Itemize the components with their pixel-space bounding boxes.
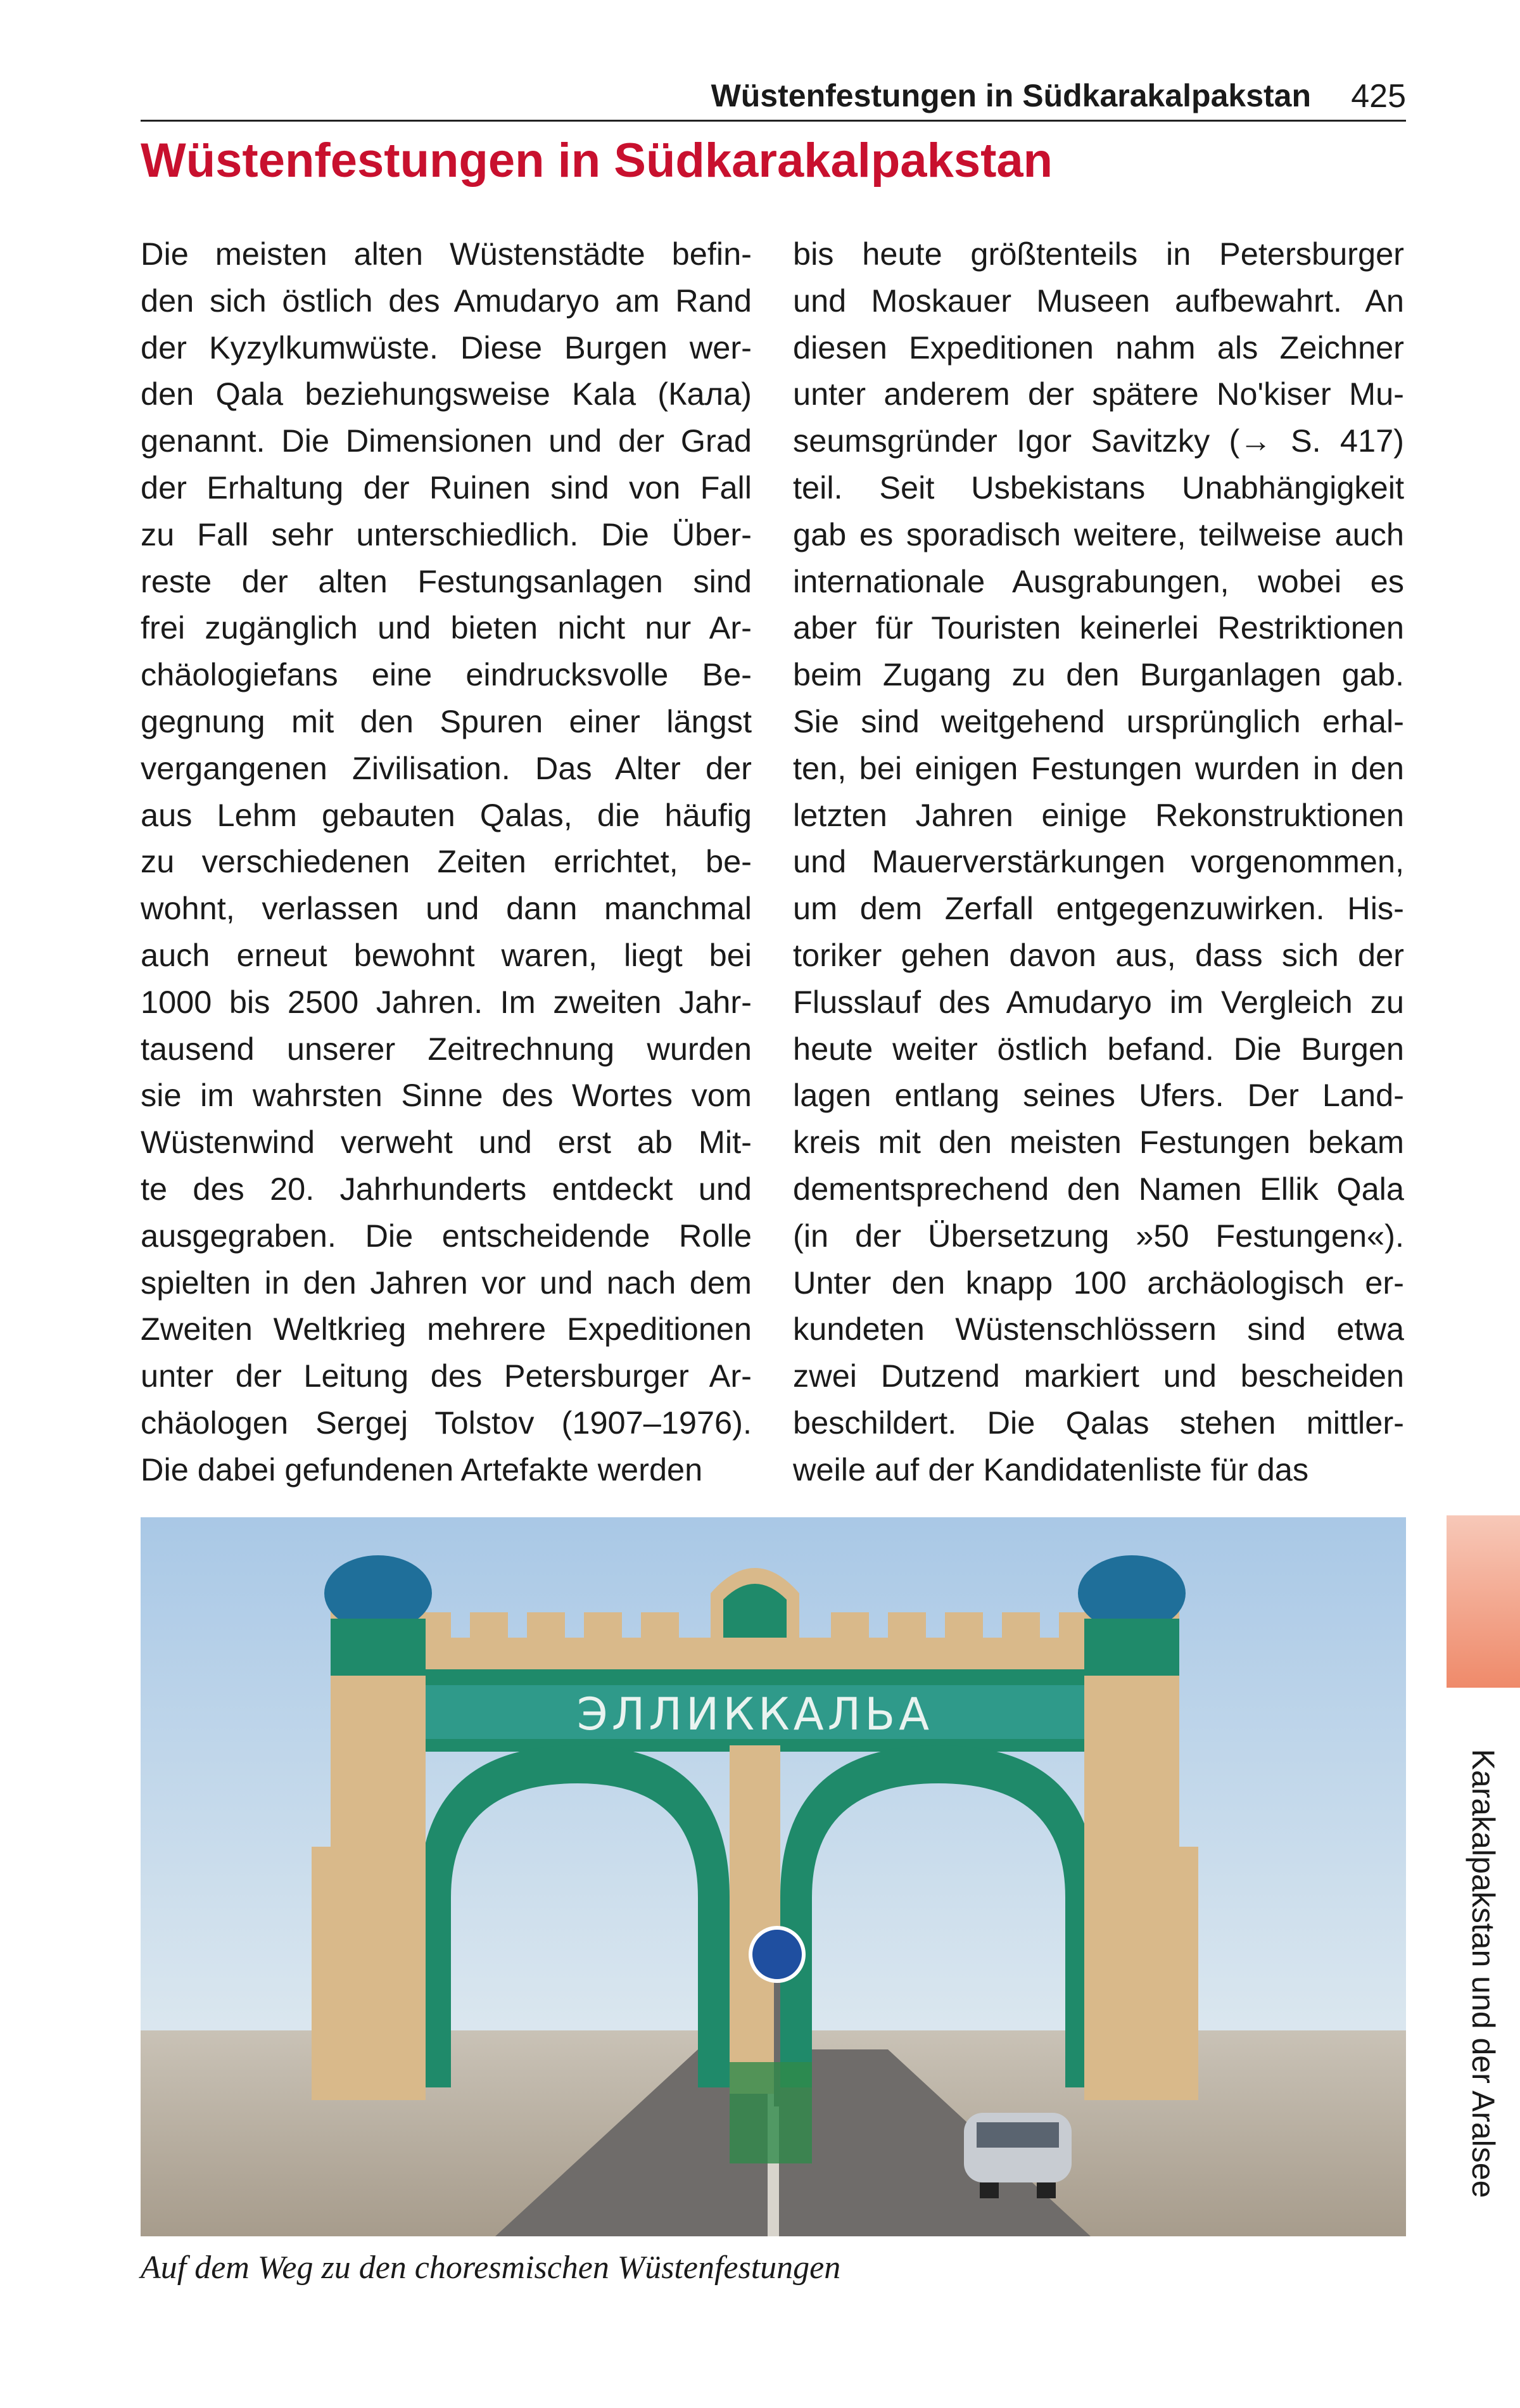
text-line: te des 20. Jahrhunderts entdeckt und xyxy=(141,1170,752,1207)
text-line: genannt. Die Dimensionen und der Grad xyxy=(141,423,752,459)
gate-photo xyxy=(141,1517,1406,2236)
text-line: beschildert. Die Qalas stehen mittler- xyxy=(793,1404,1404,1441)
text-line: 1000 bis 2500 Jahren. Im zweiten Jahr- xyxy=(141,983,752,1020)
text-line: toriker gehen davon aus, dass sich der xyxy=(793,936,1404,973)
text-line: sie im wahrsten Sinne des Wortes vom xyxy=(141,1077,752,1114)
running-head-title: Wüstenfestungen in Südkarakalpakstan xyxy=(711,78,1311,113)
text-line: gegnung mit den Spuren einer längst xyxy=(141,703,752,739)
text-line: reste der alten Festungsanlagen sind xyxy=(141,563,752,599)
arch-pier-center xyxy=(730,1745,780,2094)
gate-sign: ЭЛЛИККАЛЬА xyxy=(576,1688,934,1740)
road-sign xyxy=(750,1928,804,1981)
text-line: gab es sporadisch weitere, teilweise auch xyxy=(793,516,1404,552)
text-line: chäologiefans eine eindrucksvolle Be- xyxy=(141,656,752,693)
text-line: auch erneut bewohnt waren, liegt bei xyxy=(141,936,752,973)
text-line: und Moskauer Museen aufbewahrt. An xyxy=(793,282,1404,319)
text-line: vergangenen Zivilisation. Das Alter der xyxy=(141,749,752,786)
text-line: aber für Touristen keinerlei Restriktionen xyxy=(793,609,1404,646)
chapter-title: Wüstenfestungen in Südkarakalpakstan xyxy=(141,134,1053,188)
text-line: zwei Dutzend markiert und bescheiden xyxy=(793,1358,1404,1394)
text-column-left xyxy=(141,231,752,1493)
text-line: wohnt, verlassen und dann manchmal xyxy=(141,890,752,927)
text-line: kreis mit den meisten Festungen bekam xyxy=(793,1124,1404,1161)
text-line: und Mauerverstärkungen vorgenommen, xyxy=(793,843,1404,880)
text-line: kundeten Wüstenschlössern sind etwa xyxy=(793,1311,1404,1347)
chapter-side-label xyxy=(1464,1710,1502,2236)
text-line: heute weiter östlich befand. Die Burgen xyxy=(793,1030,1404,1067)
text-line: Wüstenwind verweht und erst ab Mit- xyxy=(141,1124,752,1161)
text-line: aus Lehm gebauten Qalas, die häufig xyxy=(141,796,752,833)
fence xyxy=(730,2062,812,2163)
text-line: (in der Übersetzung »50 Festungen«). xyxy=(793,1217,1404,1254)
text-line: den sich östlich des Amudaryo am Rand xyxy=(141,282,752,319)
text-line: internationale Ausgrabungen, wobei es xyxy=(793,563,1404,599)
text-line: diesen Expeditionen nahm als Zeichner xyxy=(793,329,1404,366)
text-line: zu Fall sehr unterschiedlich. Die Über- xyxy=(141,516,752,552)
text-line: den Qala beziehungsweise Kala (Кала) xyxy=(141,376,752,412)
text-line: spielten in den Jahren vor und nach dem xyxy=(141,1264,752,1301)
text-line: ten, bei einigen Festungen wurden in den xyxy=(793,749,1404,786)
text-line: weile auf der Kandidatenliste für das xyxy=(793,1451,1309,1487)
text-line: Unter den knapp 100 archäologisch er- xyxy=(793,1264,1404,1301)
photo-caption: Auf dem Weg zu den choresmischen Wüstenfestungen xyxy=(141,2250,841,2286)
header-rule xyxy=(141,120,1406,122)
text-line: Die dabei gefundenen Artefakte werden xyxy=(141,1451,703,1487)
text-line: zu verschiedenen Zeiten errichtet, be- xyxy=(141,843,752,880)
text-line: seumsgründer Igor Savitzky (→ S. 417) xyxy=(793,423,1404,459)
text-line: Sie sind weitgehend ursprünglich erhal- xyxy=(793,703,1404,739)
text-line: bis heute größtenteils in Petersburger xyxy=(793,236,1404,272)
text-line: lagen entlang seines Ufers. Der Land- xyxy=(793,1077,1404,1114)
text-line: unter anderem der spätere No'kiser Mu- xyxy=(793,376,1404,412)
text-line: Flusslauf des Amudaryo im Vergleich zu xyxy=(793,983,1404,1020)
text-line: dementsprechend den Namen Ellik Qala xyxy=(793,1170,1404,1207)
chapter-thumb-tab xyxy=(1447,1515,1520,1688)
text-line: chäologen Sergej Tolstov (1907–1976). xyxy=(141,1404,752,1441)
page-number: 425 xyxy=(1351,78,1406,115)
text-line: frei zugänglich und bieten nicht nur Ar- xyxy=(141,609,752,646)
text-line: unter der Leitung des Petersburger Ar- xyxy=(141,1358,752,1394)
text-line: Die meisten alten Wüstenstädte befin- xyxy=(141,236,752,272)
side-label-text: Karakalpakstan und der Aralsee xyxy=(1466,1749,1501,2198)
text-line: der Erhaltung der Ruinen sind von Fall xyxy=(141,469,752,506)
text-line: tausend unserer Zeitrechnung wurden xyxy=(141,1030,752,1067)
text-line: ausgegraben. Die entscheidende Rolle xyxy=(141,1217,752,1254)
text-line: Zweiten Weltkrieg mehrere Expeditionen xyxy=(141,1311,752,1347)
running-head xyxy=(141,75,1406,120)
text-column-right xyxy=(793,231,1404,1493)
text-line: um dem Zerfall entgegenzuwirken. His- xyxy=(793,890,1404,927)
text-line: beim Zugang zu den Burganlagen gab. xyxy=(793,656,1404,693)
text-line: letzten Jahren einige Rekonstruktionen xyxy=(793,796,1404,833)
text-line: der Kyzylkumwüste. Diese Burgen wer- xyxy=(141,329,752,366)
text-line: teil. Seit Usbekistans Unabhängigkeit xyxy=(793,469,1404,506)
